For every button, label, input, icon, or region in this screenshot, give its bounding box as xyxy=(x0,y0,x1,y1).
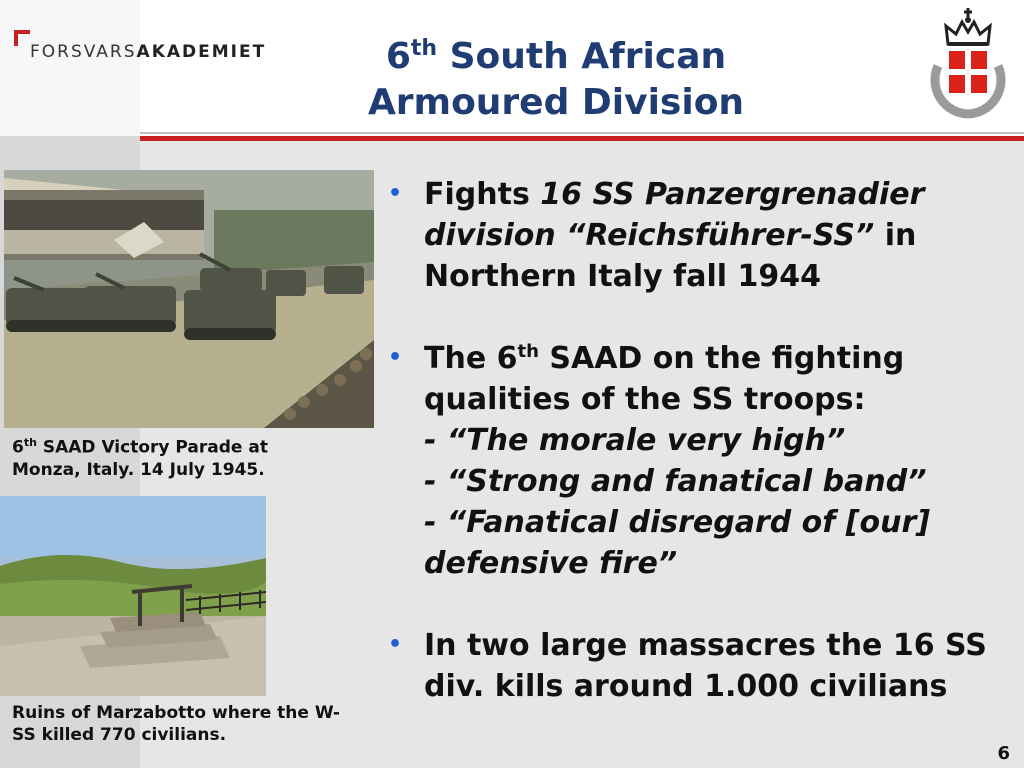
bullet3-text: In two large massacres the 16 SS div. kills around 1.000 civilians xyxy=(424,628,987,704)
caption-ordinal: th xyxy=(23,436,37,449)
royal-crest-icon xyxy=(918,4,1018,124)
bullet1-italic: 16 SS Panzergrenadier division “Reichsführer-SS” xyxy=(424,177,925,253)
bullet-icon: • xyxy=(388,345,403,370)
slide-title xyxy=(300,34,812,126)
logo-corner-icon xyxy=(14,30,30,46)
bullet-list xyxy=(384,174,1014,748)
bullet-icon: • xyxy=(388,632,403,657)
header-divider xyxy=(140,132,1024,134)
victory-parade-caption xyxy=(12,432,342,481)
header-accent-bar xyxy=(140,136,1024,141)
logo-text-bold: AKADEMIET xyxy=(136,42,267,62)
logo-text-prefix: FORSVARS xyxy=(30,42,137,62)
quote-fanatical-band: - “Strong and fanatical band” xyxy=(424,464,927,499)
header-logo-area xyxy=(0,0,140,136)
bullet-item xyxy=(384,338,1014,584)
quote-morale: - “The morale very high” xyxy=(424,423,846,458)
marzabotto-caption: Ruins of Marzabotto where the W-SS killed 770 civilians. xyxy=(12,703,340,745)
bullet-item xyxy=(384,625,1014,707)
quote-defensive-fire: - “Fanatical disregard of [our] defensive fire” xyxy=(424,505,930,581)
caption-text: SAAD Victory Parade at Monza, Italy. 14 July 1945. xyxy=(12,437,268,480)
caption-number: 6 xyxy=(12,437,24,458)
bullet-item xyxy=(384,174,1014,297)
bullet-icon: • xyxy=(388,181,403,206)
bullet2-text: The 6 xyxy=(424,341,518,376)
title-number: 6 xyxy=(385,36,411,77)
marzabotto-ruins-photo xyxy=(0,496,266,696)
bullet2-ordinal: th xyxy=(517,341,539,362)
bullet2-text-end: SAAD on the fighting qualities of the SS troops: xyxy=(424,341,905,417)
title-line1: South African xyxy=(437,36,727,77)
title-ordinal: th xyxy=(410,36,438,61)
bullet1-text-end: in Northern Italy fall 1944 xyxy=(424,218,917,294)
page-number: 6 xyxy=(997,743,1010,764)
title-line2: Armoured Division xyxy=(367,82,745,123)
bullet1-text: Fights xyxy=(424,177,541,212)
victory-parade-photo xyxy=(4,170,374,428)
